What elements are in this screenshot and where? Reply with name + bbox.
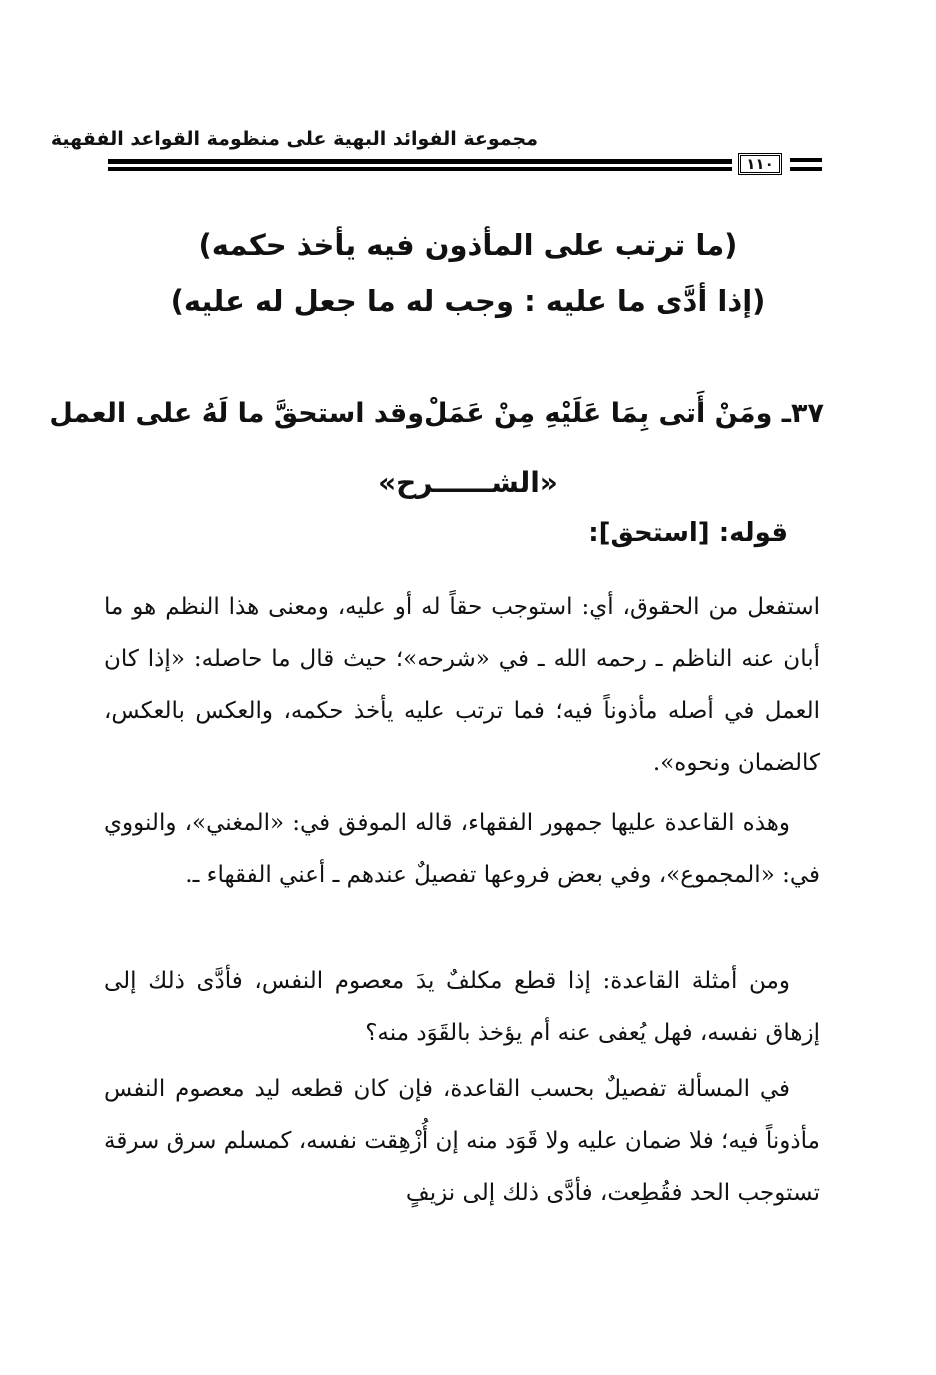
paragraph-definition: استفعل من الحقوق، أي: استوجب حقاً له أو عليه، ومعنى هذا النظم هو ما أبان عنه الناظم ـ رحمه الله ـ في «شرحه»؛ حيث قال ما حاصله: «إذا كان العمل في أصله مأذوناً فيه؛ فما ترتب عليه يأخذ حكمه، والعكس بالعكس، كالضمان ونحوه». [104,594,820,776]
header-rule-tail-bottom [790,167,822,171]
verse-line [49,398,824,429]
paragraph-jurists: وهذه القاعدة عليها جمهور الفقهاء، قاله الموفق في: «المغني»، والنووي في: «المجموع»، وفي بعض فروعها تفصيلٌ عندهم ـ أعني الفقهاء ـ. [104,810,820,888]
verse-second-hemistich: وقد استحقَّ ما لَهُ على العمل [49,398,424,429]
page-number: ١١٠ [738,153,782,175]
section-title-line-1: (ما ترتب على المأذون فيه يأخذ حكمه) [198,228,738,262]
term-heading: قوله: [استحق]: [588,518,788,548]
header-rule-thin [108,167,732,171]
running-header-title: مجموعة الفوائد البهية على منظومة القواعد الفقهية [50,128,538,150]
verse-first-hemistich: ٣٧ـ ومَنْ أَتى بِمَا عَلَيْهِ مِنْ عَمَلْ [424,398,824,429]
section-title-line-2: (إذا أدَّى ما عليه : وجب له ما جعل له عليه) [170,284,766,318]
header-rule-tail-top [790,158,822,162]
paragraph-detail: في المسألة تفصيلٌ بحسب القاعدة، فإن كان قطعه ليد معصوم النفس مأذوناً فيه؛ فلا ضمان عليه ولا قَوَد منه إن أُزْهِقت نفسه، كمسلم سرق سرقة تستوجب الحد فقُطِعت، فأدَّى ذلك إلى نزيفٍ [104,1076,820,1206]
header-rule-thick [108,159,732,164]
paragraph-example: ومن أمثلة القاعدة: إذا قطع مكلفٌ يدَ معصوم النفس، فأدَّى ذلك إلى إزهاق نفسه، فهل يُعفى عنه أم يؤخذ بالقَوَد منه؟ [104,968,820,1046]
commentary-heading: «الشــــــرح» [378,466,558,499]
